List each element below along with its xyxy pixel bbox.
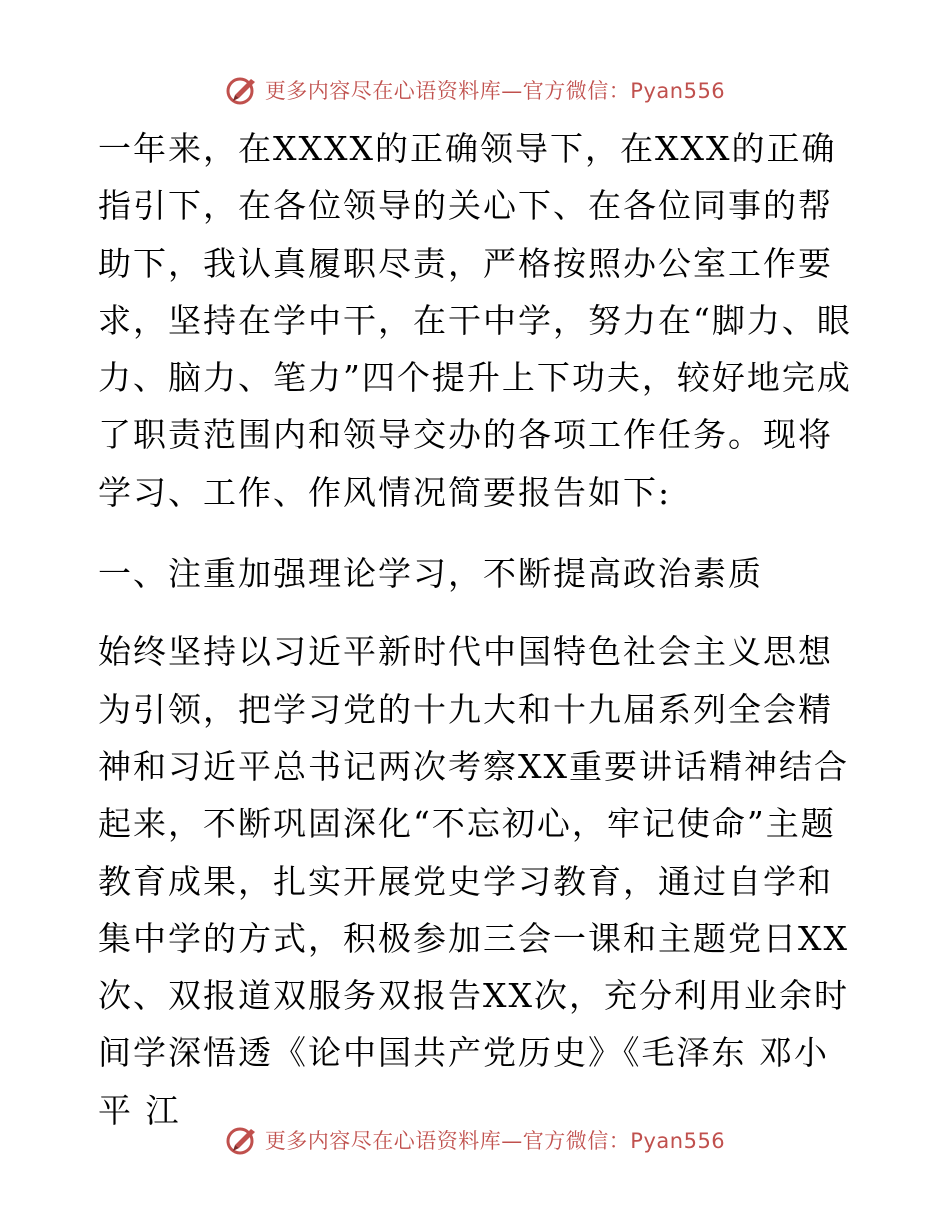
header-watermark-text: 更多内容尽在心语资料库—官方微信：Pyan556 [264, 79, 726, 103]
intro-paragraph: 一年来，在XXXX的正确领导下，在XXX的正确指引下，在各位领导的关心下、在各位同事的帮助下，我认真履职尽责，严格按照办公室工作要求，坚持在学中干，在干中学，努力在“脚力、眼力、脑力、笔力”四个提升上下功夫，较好地完成了职责范围内和领导交办的各项工作任务。现将学习、工作、作风情况简要报告如下: [98, 129, 852, 512]
pen-circle-logo-icon [225, 1123, 259, 1157]
footer-watermark-banner [0, 1120, 950, 1160]
section-1-paragraph: 始终坚持以习近平新时代中国特色社会主义思想为引领，把学习党的十九大和十九届系列全会精神和习近平总书记两次考察XX重要讲话精神结合起来，不断巩固深化“不忘初心，牢记使命”主题教育成果，扎实开展党史学习教育，通过自学和集中学的方式，积极参加三会一课和主题党日XX次、双报道双服务双报告XX次，充分利用业余时间学深悟透《论中国共产党历史》《毛泽东 邓小平 江 [98, 632, 849, 1130]
section-heading-1: 一、注重加强理论学习，不断提高政治素质 [98, 554, 763, 594]
document-body [98, 120, 858, 1139]
pen-circle-logo-icon [225, 73, 259, 107]
footer-watermark-text: 更多内容尽在心语资料库—官方微信：Pyan556 [264, 1129, 726, 1153]
header-watermark-banner [0, 70, 950, 110]
